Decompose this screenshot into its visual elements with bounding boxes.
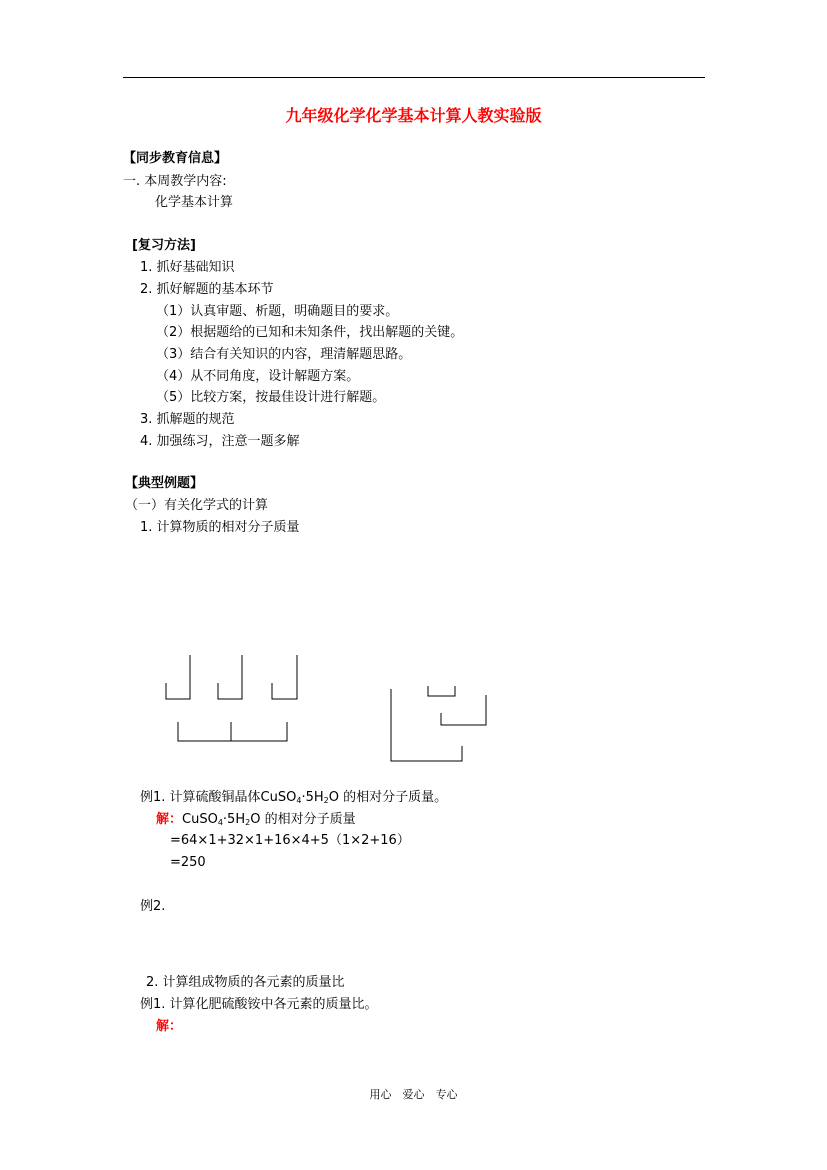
- bracket-right-mid: [441, 695, 486, 725]
- example3-question: 例1. 计算化肥硫酸铵中各元素的质量比。: [140, 997, 378, 1012]
- examples-heading: 【典型例题】: [125, 476, 204, 491]
- review-subitem: （2）根据题给的已知和未知条件，找出解题的关键。: [156, 325, 464, 340]
- review-subitem: （5）比较方案，按最佳设计进行解题。: [156, 390, 386, 405]
- bracket-left-3: [272, 655, 297, 699]
- review-subitem: （4）从不同角度，设计解题方案。: [156, 369, 360, 384]
- example3-solution-label: 解：: [156, 1019, 183, 1034]
- example1-solution-line3: =250: [170, 855, 206, 870]
- examples-sub1: （一）有关化学式的计算: [125, 498, 269, 513]
- review-item: 3. 抓解题的规范: [140, 412, 235, 427]
- example1-solution-line1: 解：$CuSO_4\cdot 5H_2O$ 的相对分子质量: [156, 812, 356, 827]
- example2-label: 例2.: [140, 899, 166, 914]
- section-sync-heading: 【同步教育信息】: [123, 151, 228, 166]
- review-subitem: （3）结合有关知识的内容，理清解题思路。: [156, 347, 412, 362]
- part1-heading: 一. 本周教学内容:: [123, 174, 227, 189]
- bracket-left-1: [166, 655, 190, 699]
- page-title: 九年级化学化学基本计算人教实验版: [285, 106, 542, 125]
- bracket-right-small: [428, 686, 455, 696]
- review-item: 1. 抓好基础知识: [140, 260, 235, 275]
- review-subitem: （1）认真审题、析题，明确题目的要求。: [156, 304, 399, 319]
- review-heading: [复习方法]: [132, 238, 196, 253]
- solution-label: 解：: [156, 812, 183, 827]
- bracket-left-under: [178, 722, 287, 741]
- review-item: 2. 抓好解题的基本环节: [140, 282, 274, 297]
- examples-item1: 1. 计算物质的相对分子质量: [140, 520, 300, 535]
- bracket-left-2: [218, 655, 242, 699]
- examples-item2: 2. 计算组成物质的各元素的质量比: [146, 975, 345, 990]
- example1-solution-line2: =64×1+32×1+16×4+5（1×2+16）: [170, 833, 410, 848]
- part1-content: 化学基本计算: [155, 195, 234, 210]
- example1-question: 例1. 计算硫酸铜晶体$CuSO_4\cdot 5H_2O$ 的相对分子质量。: [140, 790, 448, 805]
- review-item: 4. 加强练习，注意一题多解: [140, 434, 300, 449]
- page-footer: 用心 爱心 专心: [369, 1088, 458, 1101]
